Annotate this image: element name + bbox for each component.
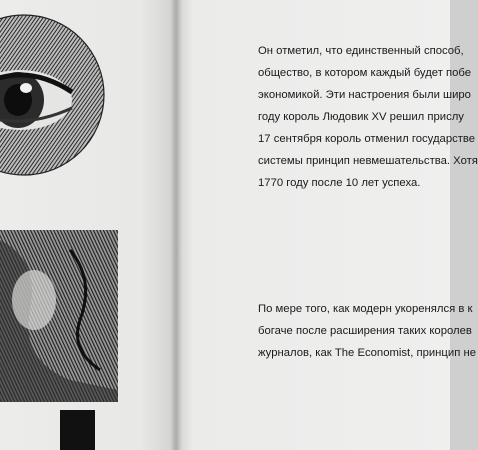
paragraph-1-line: общество, в котором каждый будет побе — [258, 67, 472, 79]
paragraph-1-line: Он отметил, что единственный способ, — [258, 45, 464, 57]
paragraph-2 — [258, 298, 476, 364]
paragraph-1 — [258, 40, 478, 194]
paragraph-1-line: системы принцип невмешательства. Хотя — [258, 155, 478, 167]
paragraph-1-line: экономикой. Эти настроения были широ — [258, 89, 471, 101]
paragraph-1-line: 1770 году после 10 лет успеха. — [258, 177, 421, 189]
left-page — [0, 0, 176, 450]
paragraph-2-line: журналов, как The Economist, принцип не — [258, 347, 476, 359]
paragraph-2-line: По мере того, как модерн укоренялся в к — [258, 303, 473, 315]
paragraph-1-line: 17 сентября король отменил государстве — [258, 133, 476, 145]
engraving-ear-block — [0, 230, 176, 450]
book-gutter — [170, 0, 182, 450]
paragraph-1-line: году король Людовик XV решил прислу — [258, 111, 464, 123]
paragraph-2-line: богаче после расширения таких королев — [258, 325, 472, 337]
engraving-eye-circle — [0, 0, 176, 200]
